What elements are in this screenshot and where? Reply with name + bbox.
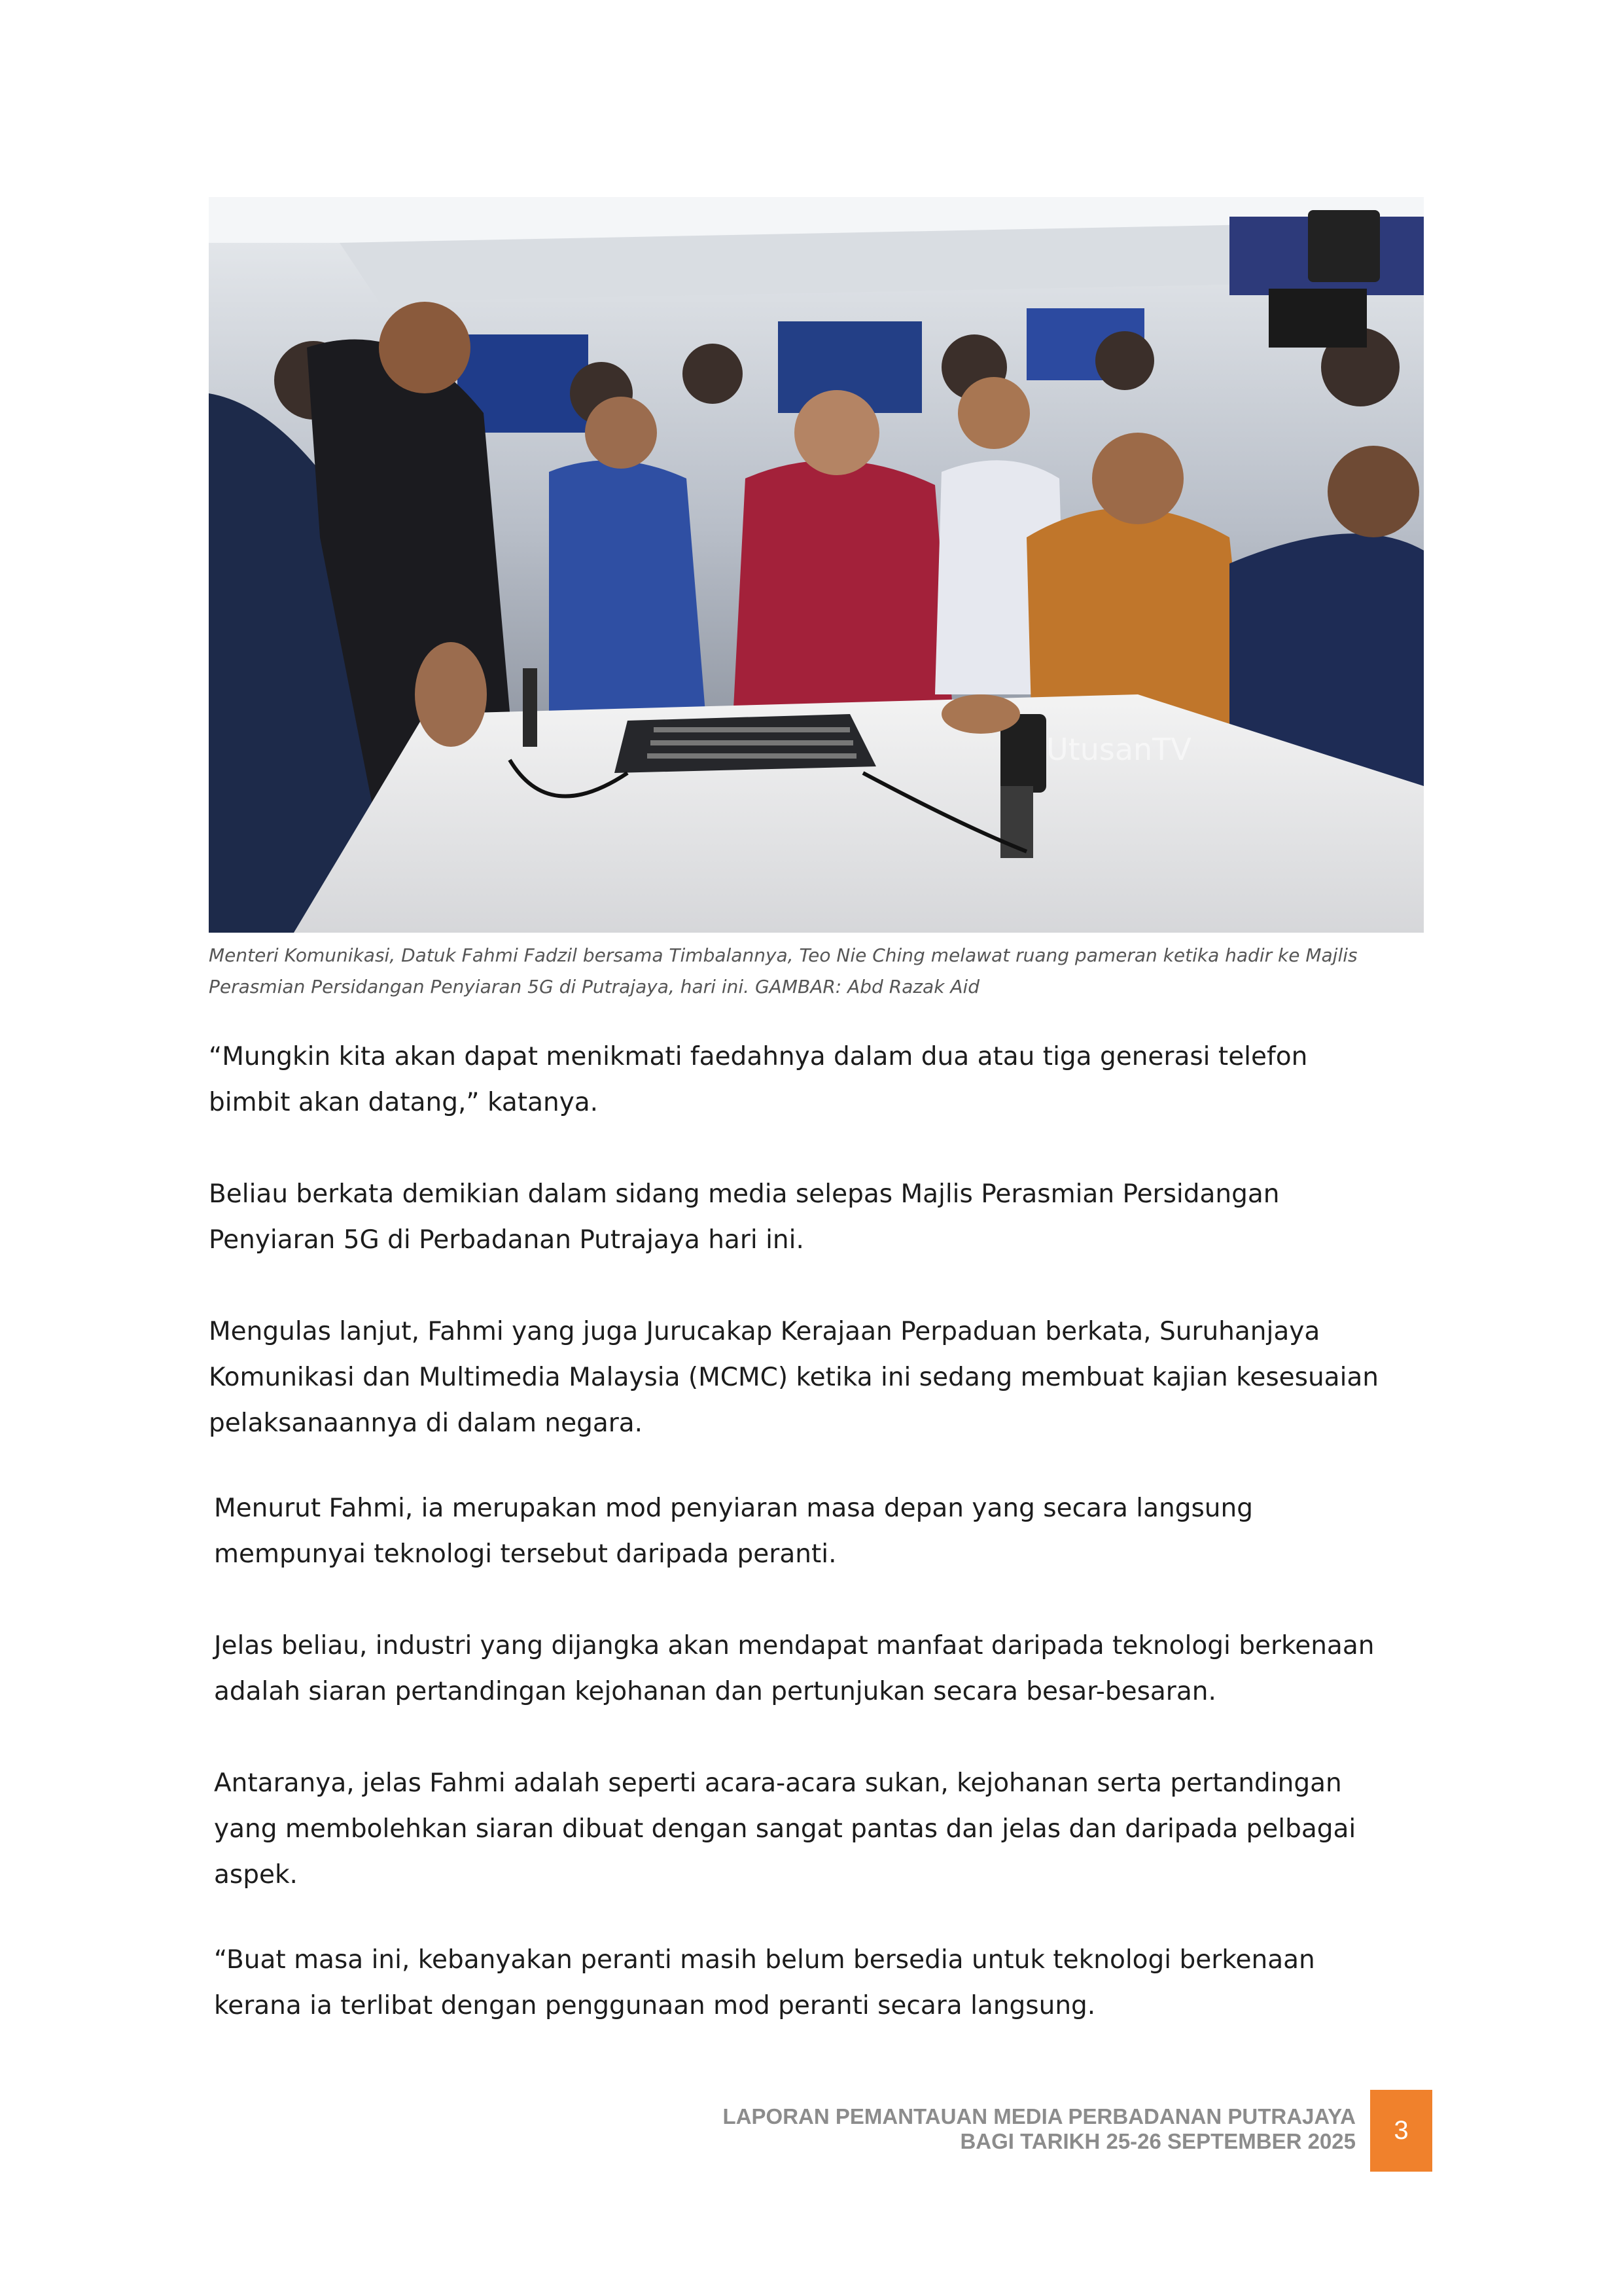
article-paragraph [214,1761,1444,1898]
news-photo-illustration [209,197,1424,933]
paragraph-line: kerana ia terlibat dengan penggunaan mod peranti secara langsung. [214,1991,1096,2020]
page-number-badge [1370,2090,1432,2172]
news-photo [209,197,1424,933]
paragraph-line: pelaksanaannya di dalam negara. [209,1408,643,1438]
footer-title: LAPORAN PEMANTAUAN MEDIA PERBADANAN PUTRAJAYA [722,2104,1356,2128]
paragraph-line: Beliau berkata demikian dalam sidang media selepas Majlis Perasmian Persidangan [209,1179,1280,1209]
article-paragraph [214,1623,1444,1715]
report-footer [723,2104,1356,2154]
paragraph-line: adalah siaran pertandingan kejohanan dan pertunjukan secara besar-besaran. [214,1677,1216,1706]
article-paragraph [214,1486,1444,1577]
photo-watermark: UtusanTV [1046,732,1192,767]
article-paragraph [214,1937,1444,2029]
paragraph-line: mempunyai teknologi tersebut daripada peranti. [214,1539,837,1569]
caption-line: Menteri Komunikasi, Datuk Fahmi Fadzil bersama Timbalannya, Teo Nie Ching melawat ruang pameran ketika hadir ke Majlis [209,944,1358,966]
paragraph-line: “Mungkin kita akan dapat menikmati faedahnya dalam dua atau tiga generasi telefon [209,1042,1308,1071]
photo-caption [209,940,1432,1003]
caption-line: Perasmian Persidangan Penyiaran 5G di Putrajaya, hari ini. GAMBAR: Abd Razak Aid [209,976,980,997]
article-paragraph [209,1172,1439,1263]
article-paragraph [209,1034,1439,1126]
paragraph-line: bimbit akan datang,” katanya. [209,1088,599,1117]
paragraph-line: yang membolehkan siaran dibuat dengan sangat pantas dan jelas dan daripada pelbagai [214,1814,1356,1844]
footer-date: BAGI TARIKH 25-26 SEPTEMBER 2025 [960,2129,1356,2153]
article-paragraph [209,1309,1439,1446]
page-number: 3 [1394,2116,1409,2145]
paragraph-line: Antaranya, jelas Fahmi adalah seperti acara-acara sukan, kejohanan serta pertandingan [214,1768,1342,1798]
paragraph-line: aspek. [214,1860,298,1890]
paragraph-line: Menurut Fahmi, ia merupakan mod penyiaran masa depan yang secara langsung [214,1494,1253,1523]
paragraph-line: Mengulas lanjut, Fahmi yang juga Jurucakap Kerajaan Perpaduan berkata, Suruhanjaya [209,1317,1320,1346]
paragraph-line: Komunikasi dan Multimedia Malaysia (MCMC) ketika ini sedang membuat kajian kesesuaian [209,1363,1379,1392]
paragraph-line: Jelas beliau, industri yang dijangka akan mendapat manfaat daripada teknologi berkenaan [214,1631,1375,1660]
paragraph-line: “Buat masa ini, kebanyakan peranti masih belum bersedia untuk teknologi berkenaan [214,1945,1315,1975]
paragraph-line: Penyiaran 5G di Perbadanan Putrajaya hari ini. [209,1225,804,1255]
